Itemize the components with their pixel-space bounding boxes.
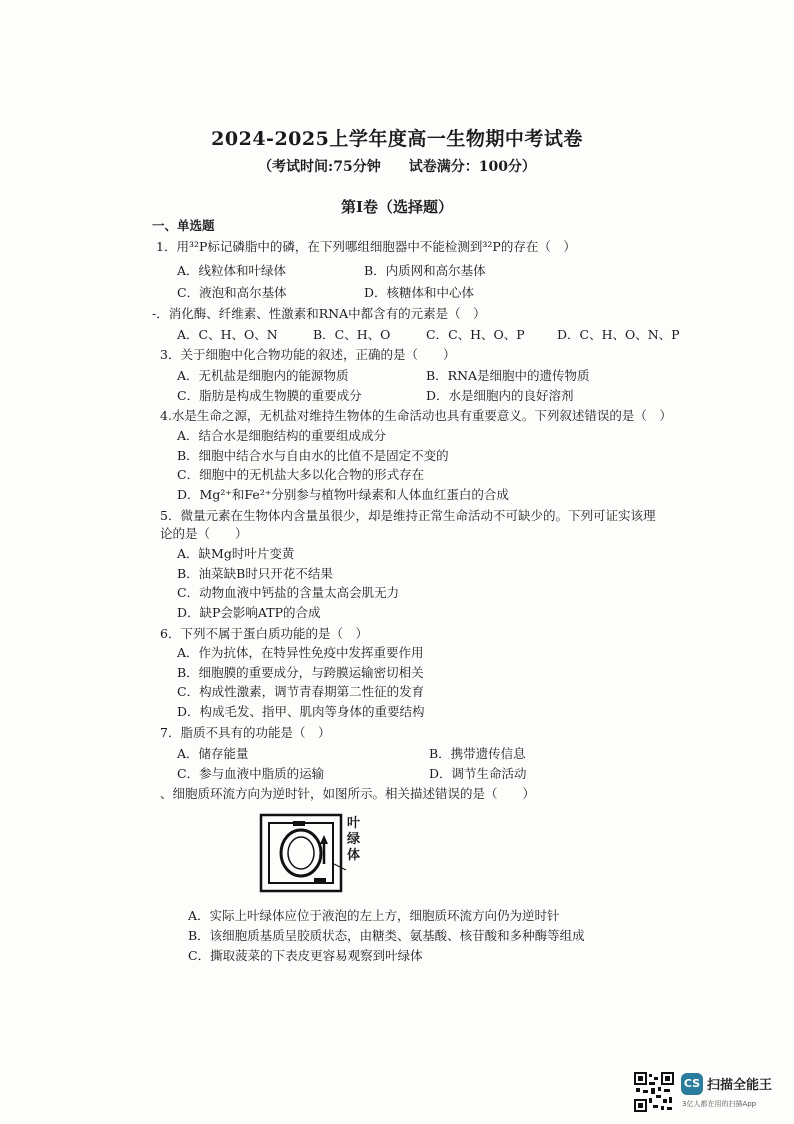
question-3-option-d: D．水是细胞内的良好溶剂 (426, 388, 574, 403)
question-5-option-a: A．缺Mg时叶片变黄 (177, 546, 295, 561)
question-1-option-d: D．核糖体和中心体 (364, 285, 475, 300)
question-6-option-c: C．构成性激素，调节青春期第二性征的发育 (177, 684, 425, 699)
question-5-option-c: C．动物血液中钙盐的含量太高会肌无力 (177, 585, 400, 600)
question-1-option-c: C．液泡和高尔基体 (177, 285, 287, 300)
section-heading: 第Ⅰ卷（选择题） (340, 198, 454, 216)
cell-wall (261, 815, 341, 891)
part-heading: 一、单选题 (152, 218, 215, 233)
question-8-stem: 、细胞质环流方向为逆时针，如图所示。相关描述错误的是（ ） (160, 786, 536, 801)
qr-code-icon (634, 1072, 674, 1112)
question-5-option-b: B．油菜缺B时只开花不结果 (177, 566, 333, 581)
chloroplast-bottom (314, 878, 326, 883)
question-8-option-a: A．实际上叶绿体应位于液泡的左上方，细胞质环流方向仍为逆时针 (188, 908, 560, 923)
question-3-option-a: A．无机盐是细胞内的能源物质 (177, 368, 349, 383)
question-2-option-d: D．C、H、O、N、P (557, 327, 680, 342)
scanner-app-tagline: 3亿人都在用的扫描App (682, 1100, 757, 1108)
question-2-stem: -．消化酶、纤维素、性激素和RNA中都含有的元素是（ ） (152, 306, 486, 321)
question-8-option-c: C．撕取菠菜的下表皮更容易观察到叶绿体 (188, 948, 423, 963)
question-5-stem-continued: 论的是（ ） (160, 526, 248, 541)
question-7-stem: 7．脂质不具有的功能是（ ） (160, 725, 331, 740)
question-8-option-b: B．该细胞质基质呈胶质状态，由糖类、氨基酸、核苷酸和多种酶等组成 (188, 928, 585, 943)
question-1-stem: 1．用³²P标记磷脂中的磷，在下列哪组细胞器中不能检测到³²P的存在（ ） (156, 239, 576, 254)
question-7-option-c: C．参与血液中脂质的运输 (177, 766, 325, 781)
question-2-option-c: C．C、H、O、P (426, 327, 525, 342)
question-3-stem: 3．关于细胞中化合物功能的叙述，正确的是（ ） (160, 347, 456, 362)
flow-arrow-head (320, 835, 328, 844)
question-6-option-b: B．细胞膜的重要成分，与跨膜运输密切相关 (177, 665, 424, 680)
question-7-option-a: A．储存能量 (177, 746, 249, 761)
question-2-option-a: A．C、H、O、N (177, 327, 278, 342)
question-5-option-d: D．缺P会影响ATP的合成 (177, 605, 321, 620)
question-6-stem: 6．下列不属于蛋白质功能的是（ ） (160, 626, 368, 641)
question-4-option-a: A．结合水是细胞结构的重要组成成分 (177, 428, 387, 443)
question-3-option-c: C．脂肪是构成生物膜的重要成分 (177, 388, 362, 403)
question-7-option-b: B．携带遗传信息 (429, 746, 526, 761)
diagram-label-chloroplast: 叶绿体 (347, 816, 361, 863)
question-4-stem: 4.水是生命之源，无机盐对维持生物体的生命活动也具有重要意义。下列叙述错误的是（ ） (160, 408, 672, 423)
question-6-option-d: D．构成毛发、指甲、肌肉等身体的重要结构 (177, 704, 425, 719)
vacuole-inner-ring (288, 837, 314, 869)
question-7-option-d: D．调节生命活动 (429, 766, 527, 781)
question-4-option-c: C．细胞中的无机盐大多以化合物的形式存在 (177, 467, 425, 482)
question-1-option-b: B．内质网和高尔基体 (364, 263, 486, 278)
question-6-option-a: A．作为抗体，在特异性免疫中发挥重要作用 (177, 645, 424, 660)
camscanner-logo-icon: CS (681, 1073, 703, 1095)
question-1-option-a: A．线粒体和叶绿体 (177, 263, 287, 278)
exam-title: 2024-2025上学年度高一生物期中考试卷 (211, 128, 583, 150)
chloroplast-top (293, 821, 305, 826)
question-4-option-d: D．Mg²⁺和Fe²⁺分别参与植物叶绿素和人体血红蛋白的合成 (177, 487, 509, 502)
question-2-option-b: B．C、H、O (313, 327, 391, 342)
question-4-option-b: B．细胞中结合水与自由水的比值不是固定不变的 (177, 448, 449, 463)
scanner-app-name: 扫描全能王 (707, 1078, 773, 1093)
question-5-stem: 5．微量元素在生物体内含量虽很少，却是维持正常生命活动不可缺少的。下列可证实该理 (160, 508, 656, 523)
exam-subtitle: （考试时间:75分钟 试卷满分：100分） (258, 159, 536, 175)
question-3-option-b: B．RNA是细胞中的遗传物质 (426, 368, 590, 383)
